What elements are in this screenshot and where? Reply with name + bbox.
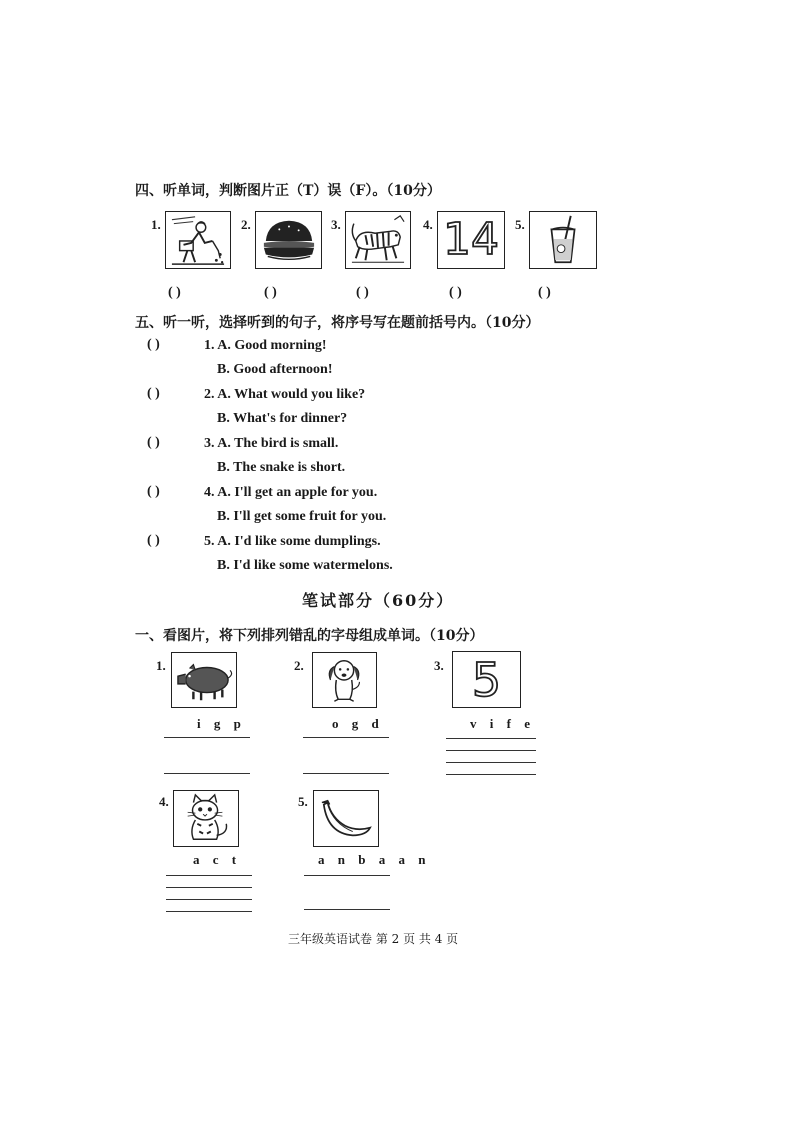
writing-line[interactable]	[446, 738, 536, 739]
option-b: B. What's for dinner?	[217, 411, 348, 426]
answer-parenthesis[interactable]: ( )	[147, 484, 160, 499]
writing-line[interactable]	[303, 773, 389, 774]
number-5-text: 5	[471, 652, 502, 707]
answer-parenthesis[interactable]: ( )	[264, 285, 277, 300]
banana-icon	[314, 791, 378, 846]
writing-line[interactable]	[166, 899, 252, 900]
item-number: 1.	[151, 217, 161, 232]
writing-line[interactable]	[304, 909, 390, 910]
hamburger-icon	[256, 212, 321, 268]
answer-parenthesis[interactable]: ( )	[538, 285, 551, 300]
item-number: 3.	[331, 217, 341, 232]
juice-glass-icon	[530, 212, 596, 268]
writing-line[interactable]	[164, 737, 250, 738]
section4-heading: 四、听单词，判断图片正（T）误（F）。（10分）	[135, 183, 441, 199]
dog-icon	[313, 653, 376, 707]
writing-line[interactable]	[166, 911, 252, 912]
picture-frame	[173, 790, 239, 847]
item-number: 1.	[156, 658, 166, 673]
farmer-planting-icon	[166, 212, 230, 268]
writing-line[interactable]	[166, 875, 252, 876]
writing-line[interactable]	[303, 737, 389, 738]
section1-heading: 一、看图片，将下列排列错乱的字母组成单词。（10分）	[135, 628, 484, 644]
number-5-icon	[453, 652, 520, 707]
picture-frame	[452, 651, 521, 708]
writing-line[interactable]	[446, 762, 536, 763]
number-14-text: 14	[443, 214, 499, 265]
option-b: B. The snake is short.	[217, 460, 346, 475]
picture-frame	[529, 211, 597, 269]
written-part-title: 笔试部分（60分）	[302, 591, 455, 610]
scrambled-letters: o g d	[332, 716, 384, 731]
answer-parenthesis[interactable]: ( )	[147, 435, 160, 450]
picture-frame	[437, 211, 505, 269]
picture-frame	[312, 652, 377, 708]
option-b: B. I'd like some watermelons.	[217, 558, 393, 573]
option-a: 2. A. What would you like?	[204, 387, 366, 402]
answer-parenthesis[interactable]: ( )	[449, 285, 462, 300]
picture-frame	[165, 211, 231, 269]
picture-frame	[345, 211, 411, 269]
answer-parenthesis[interactable]: ( )	[147, 533, 160, 548]
scrambled-letters: i g p	[197, 716, 246, 731]
option-a: 4. A. I'll get an apple for you.	[204, 485, 378, 500]
writing-line[interactable]	[166, 887, 252, 888]
item-number: 4.	[159, 794, 169, 809]
picture-frame	[171, 652, 237, 708]
picture-frame	[255, 211, 322, 269]
number-14-icon	[438, 212, 504, 268]
section5-heading: 五、听一听，选择听到的句子，将序号写在题前括号内。（10分）	[135, 315, 540, 331]
option-a: 5. A. I'd like some dumplings.	[204, 534, 381, 549]
cat-icon	[174, 791, 238, 846]
answer-parenthesis[interactable]: ( )	[168, 285, 181, 300]
option-b: B. I'll get some fruit for you.	[217, 509, 387, 524]
pig-icon	[172, 653, 236, 707]
picture-frame	[313, 790, 379, 847]
scrambled-letters: v i f e	[470, 716, 535, 731]
item-number: 3.	[434, 658, 444, 673]
scrambled-letters: a c t	[193, 852, 242, 867]
writing-line[interactable]	[446, 774, 536, 775]
answer-parenthesis[interactable]: ( )	[147, 386, 160, 401]
option-a: 3. A. The bird is small.	[204, 436, 339, 451]
answer-parenthesis[interactable]: ( )	[356, 285, 369, 300]
item-number: 5.	[298, 794, 308, 809]
option-a: 1. A. Good morning!	[204, 338, 327, 353]
writing-line[interactable]	[446, 750, 536, 751]
item-number: 5.	[515, 217, 525, 232]
tiger-icon	[346, 212, 410, 268]
option-b: B. Good afternoon!	[217, 362, 333, 377]
item-number: 2.	[294, 658, 304, 673]
answer-parenthesis[interactable]: ( )	[147, 337, 160, 352]
item-number: 2.	[241, 217, 251, 232]
writing-line[interactable]	[304, 875, 390, 876]
writing-line[interactable]	[164, 773, 250, 774]
scrambled-letters: a n b a a n	[318, 852, 431, 867]
item-number: 4.	[423, 217, 433, 232]
page-footer: 三年级英语试卷 第 2 页 共 4 页	[288, 932, 459, 946]
